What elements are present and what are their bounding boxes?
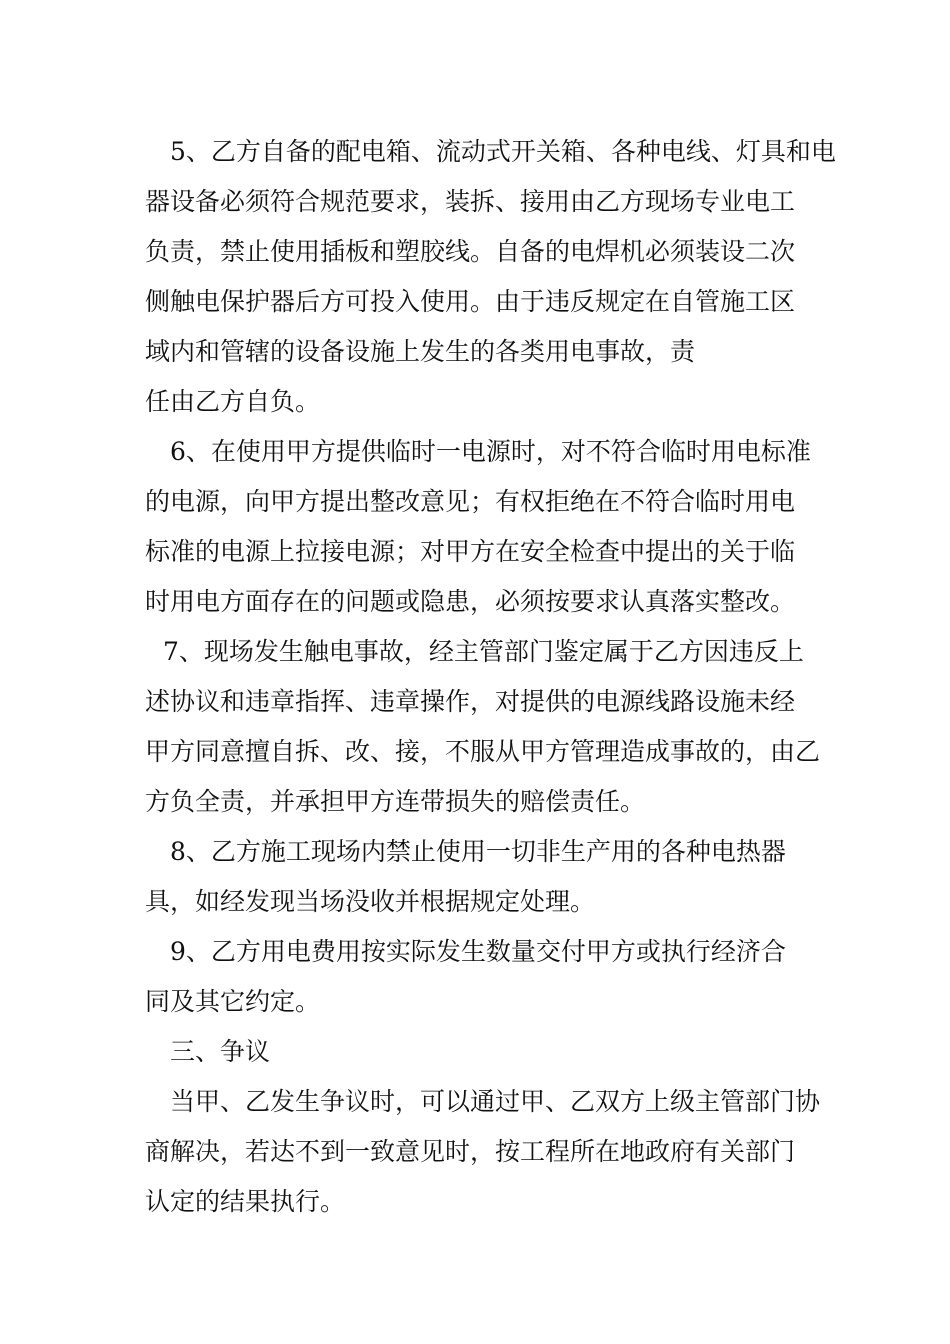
text-line: 述协议和违章指挥、违章操作，对提供的电源线路设施未经	[145, 687, 796, 716]
text-line: 标准的电源上拉接电源；对甲方在安全检查中提出的关于临	[145, 537, 796, 566]
text-line: 器设备必须符合规范要求，装拆、接用由乙方现场专业电工	[145, 187, 796, 216]
text-line: 5、乙方自备的配电箱、流动式开关箱、各种电线、灯具和电	[170, 137, 836, 166]
text-line: 侧触电保护器后方可投入使用。由于违反规定在自管施工区	[145, 287, 796, 316]
text-line: 域内和管辖的设备设施上发生的各类用电事故，责	[145, 337, 696, 366]
text-line: 负责，禁止使用插板和塑胶线。自备的电焊机必须装设二次	[145, 237, 796, 266]
text-line: 时用电方面存在的问题或隐患，必须按要求认真落实整改。	[145, 587, 796, 616]
text-line: 方负全责，并承担甲方连带损失的赔偿责任。	[145, 787, 646, 816]
text-line: 9、乙方用电费用按实际发生数量交付甲方或执行经济合	[170, 937, 786, 966]
text-line: 认定的结果执行。	[145, 1187, 346, 1216]
text-line: 当甲、乙发生争议时，可以通过甲、乙双方上级主管部门协	[170, 1087, 821, 1116]
text-line: 商解决，若达不到一致意见时，按工程所在地政府有关部门	[145, 1137, 796, 1166]
text-line: 任由乙方自负。	[145, 387, 321, 416]
text-line: 同及其它约定。	[145, 987, 321, 1016]
text-line: 的电源，向甲方提出整改意见；有权拒绝在不符合临时用电	[145, 487, 796, 516]
document-body	[145, 127, 836, 1227]
section-heading: 三、争议	[170, 1037, 271, 1066]
text-line: 7、现场发生触电事故，经主管部门鉴定属于乙方因违反上	[163, 637, 804, 666]
text-line: 甲方同意擅自拆、改、接，不服从甲方管理造成事故的，由乙	[145, 737, 821, 766]
text-line: 具，如经发现当场没收并根据规定处理。	[145, 887, 596, 916]
text-line: 6、在使用甲方提供临时一电源时，对不符合临时用电标准	[170, 437, 811, 466]
text-line: 8、乙方施工现场内禁止使用一切非生产用的各种电热器	[170, 837, 786, 866]
